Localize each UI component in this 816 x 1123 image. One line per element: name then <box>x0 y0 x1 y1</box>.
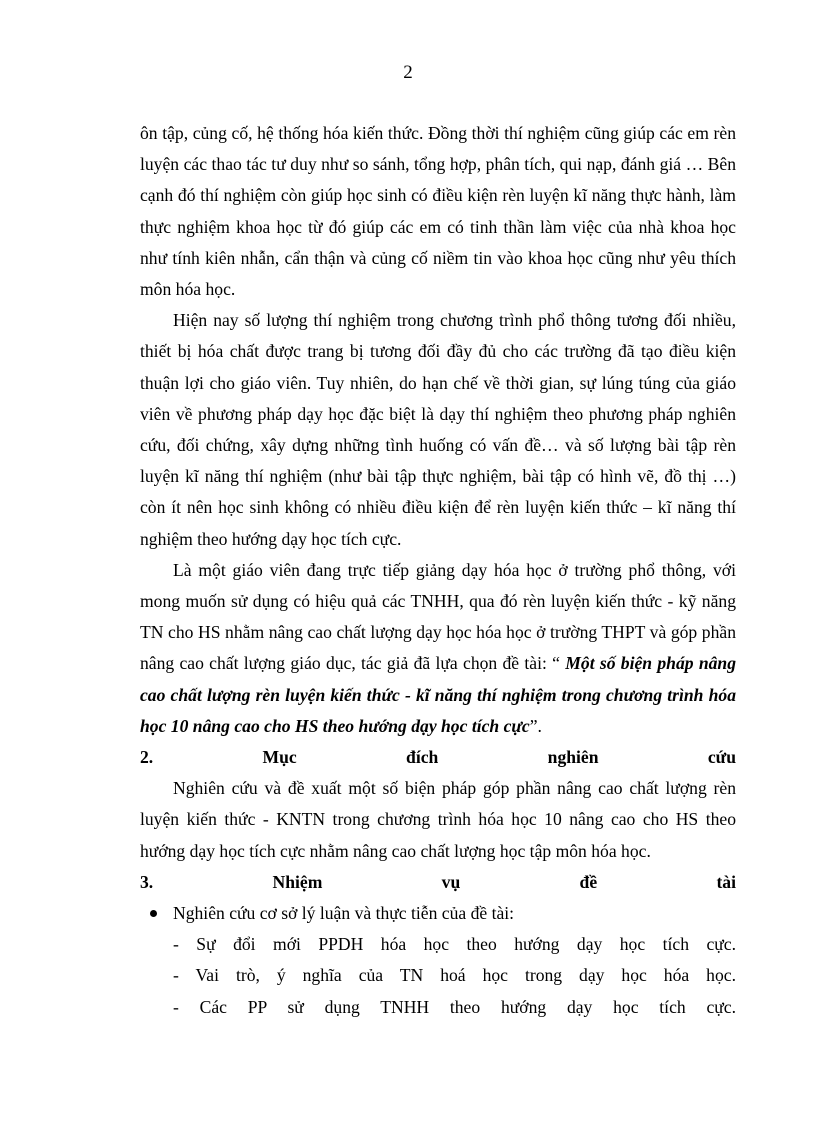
paragraph-topic-selection <box>140 555 736 742</box>
topic-closing-quote: ”. <box>529 715 542 736</box>
section-heading-purpose: 2. Mục đích nghiên cứu <box>140 747 736 768</box>
paragraph-purpose: Nghiên cứu và đề xuất một số biện pháp góp phần nâng cao chất lượng rèn luyện kiến thức - KNTN trong chương trình hóa học 10 nâng cao cho HS theo hướng dạy học tích cực nhằm nâng cao chất lượng học tập môn hóa học. <box>140 778 736 861</box>
task-subitem: - Vai trò, ý nghĩa của TN hoá học trong dạy học hóa học. <box>173 965 736 986</box>
task-bullet-item <box>140 898 736 929</box>
paragraph-intro-continuation: ôn tập, củng cố, hệ thống hóa kiến thức. Đồng thời thí nghiệm cũng giúp các em rèn luyện các thao tác tư duy như so sánh, tổng hợp, phân tích, qui nạp, đánh giá … Bên cạnh đó thí nghiệm còn giúp học sinh có điều kiện rèn luyện kĩ năng thực hành, làm thực nghiệm khoa học từ đó giúp các em có tinh thần làm việc của nhà khoa học như tính kiên nhẫn, cẩn thận và củng cố niềm tin vào khoa học cũng như yêu thích môn hóa học. <box>140 123 736 300</box>
task-subitem: - Các PP sử dụng TNHH theo hướng dạy học tích cực. <box>173 996 736 1017</box>
document-body <box>140 118 736 1023</box>
task-subitem: - Sự đổi mới PPDH hóa học theo hướng dạy học tích cực. <box>173 934 736 955</box>
section-heading-tasks: 3. Nhiệm vụ đề tài <box>140 871 736 892</box>
topic-lead-text: Là một giáo viên đang trực tiếp giảng dạy hóa học ở trường phổ thông, với mong muốn sử dụng có hiệu quả các TNHH, qua đó rèn luyện kiến thức - kỹ năng TN cho HS nhằm nâng cao chất lượng dạy học hóa học ở trường THPT và góp phần nâng cao chất lượng giáo dục, tác giả đã lựa chọn đề tài: “ <box>140 559 736 674</box>
paragraph-current-situation: Hiện nay số lượng thí nghiệm trong chương trình phổ thông tương đối nhiều, thiết bị hóa chất được trang bị tương đối đầy đủ cho các trường đã tạo điều kiện thuận lợi cho giáo viên. Tuy nhiên, do hạn chế về thời gian, sự lúng túng của giáo viên về phương pháp dạy học đặc biệt là dạy thí nghiệm theo phương pháp nghiên cứu, đối chứng, xây dựng những tình huống có vấn đề… và số lượng bài tập rèn luyện kĩ năng thí nghiệm (như bài tập thực nghiệm, bài tập có hình vẽ, đồ thị …) còn ít nên học sinh không có nhiều điều kiện để rèn luyện kiến thức – kĩ năng thí nghiệm theo hướng dạy học tích cực. <box>140 310 736 549</box>
page-number: 2 <box>403 62 413 83</box>
topic-title: Một số biện pháp nâng cao chất lượng rèn luyện kiến thức - kĩ năng thí nghiệm trong chương trình hóa học 10 nâng cao cho HS theo hướng dạy học tích cực <box>140 653 736 736</box>
bullet-icon <box>150 910 157 917</box>
task-bullet-text: Nghiên cứu cơ sở lý luận và thực tiễn của đề tài: <box>173 903 515 924</box>
